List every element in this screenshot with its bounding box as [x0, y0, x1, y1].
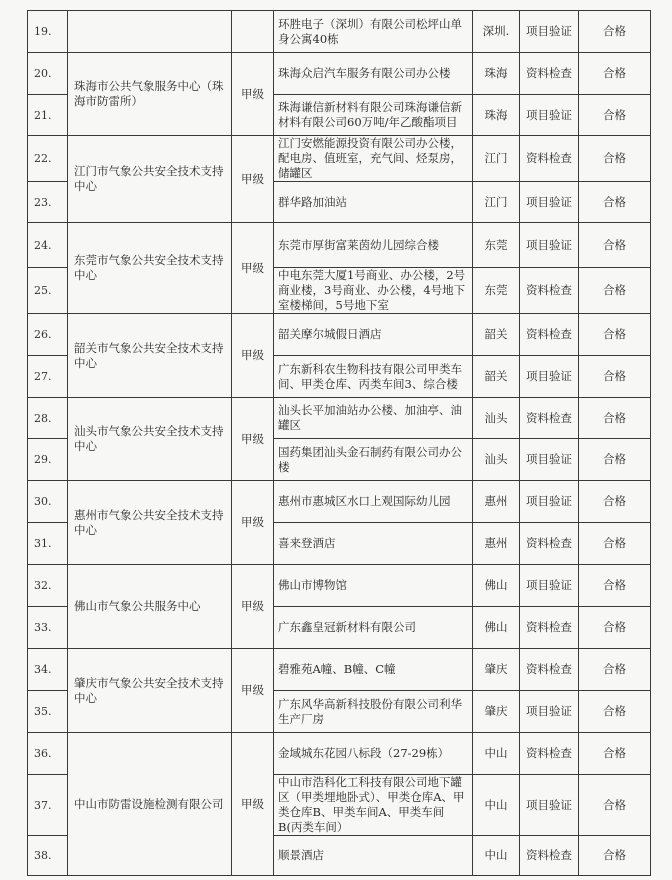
project-name: 江门安燃能源投资有限公司办公楼，配电房、值班室，充气间、烃泵房，储罐区	[274, 136, 473, 182]
table-row	[28, 223, 651, 268]
organization-name: 江门市气象公共安全技术支持中心	[68, 136, 232, 223]
inspection-type: 项目验证	[520, 356, 579, 398]
qualification-grade: 甲级	[232, 314, 274, 398]
inspection-result: 合格	[579, 649, 651, 691]
inspection-type: 资料检查	[520, 733, 579, 775]
inspection-result: 合格	[579, 223, 651, 268]
city: 汕头	[473, 439, 520, 481]
project-name: 广东新科农生物科技有限公司甲类车间、甲类仓库、丙类车间3、综合楼	[274, 356, 473, 398]
inspection-type: 资料检查	[520, 53, 579, 95]
city: 佛山	[473, 607, 520, 649]
inspection-type: 项目验证	[520, 95, 579, 136]
table-row	[28, 565, 651, 607]
table-row	[28, 314, 651, 356]
row-number: 37.	[28, 775, 68, 836]
inspection-result: 合格	[579, 523, 651, 565]
row-number: 23.	[28, 182, 68, 223]
inspection-result: 合格	[579, 182, 651, 223]
row-number: 26.	[28, 314, 68, 356]
project-name: 东莞市厚街富莱茵幼儿园综合楼	[274, 223, 473, 268]
inspection-type: 项目验证	[520, 775, 579, 836]
city: 中山	[473, 775, 520, 836]
inspection-result: 合格	[579, 136, 651, 182]
inspection-result: 合格	[579, 481, 651, 523]
inspection-result: 合格	[579, 314, 651, 356]
project-name: 群华路加油站	[274, 182, 473, 223]
row-number: 29.	[28, 439, 68, 481]
inspection-type: 项目验证	[520, 565, 579, 607]
city: 珠海	[473, 53, 520, 95]
inspection-type: 项目验证	[520, 481, 579, 523]
organization-name: 中山市防雷设施检测有限公司	[68, 733, 232, 876]
organization-name: 韶关市气象公共安全技术支持中心	[68, 314, 232, 398]
organization-name	[68, 11, 232, 53]
row-number: 28.	[28, 398, 68, 439]
table-row	[28, 733, 651, 775]
project-name: 中电东莞大厦1号商业、办公楼，2号商业楼，3号商业、办公楼，4号地下室楼梯间，5号地下室	[274, 268, 473, 314]
project-name: 珠海谦信新材料有限公司珠海谦信新材料有限公司60万吨/年乙酸酯项目	[274, 95, 473, 136]
table-row	[28, 481, 651, 523]
table-row	[28, 136, 651, 182]
project-name: 佛山市博物馆	[274, 565, 473, 607]
qualification-grade	[232, 11, 274, 53]
organization-name: 东莞市气象公共安全技术支持中心	[68, 223, 232, 314]
city: 肇庆	[473, 649, 520, 691]
row-number: 31.	[28, 523, 68, 565]
city: 深圳.	[473, 11, 520, 53]
city: 东莞	[473, 268, 520, 314]
row-number: 34.	[28, 649, 68, 691]
row-number: 22.	[28, 136, 68, 182]
city: 江门	[473, 182, 520, 223]
inspection-result: 合格	[579, 607, 651, 649]
inspection-result: 合格	[579, 775, 651, 836]
inspection-results-table	[27, 10, 651, 876]
inspection-type: 资料检查	[520, 268, 579, 314]
inspection-type: 项目验证	[520, 11, 579, 53]
row-number: 21.	[28, 95, 68, 136]
row-number: 33.	[28, 607, 68, 649]
project-name: 广东风华高新科技股份有限公司利华生产厂房	[274, 691, 473, 733]
city: 佛山	[473, 565, 520, 607]
qualification-grade: 甲级	[232, 481, 274, 565]
row-number: 35.	[28, 691, 68, 733]
qualification-grade: 甲级	[232, 136, 274, 223]
row-number: 30.	[28, 481, 68, 523]
inspection-result: 合格	[579, 11, 651, 53]
city: 汕头	[473, 398, 520, 439]
qualification-grade: 甲级	[232, 53, 274, 136]
city: 韶关	[473, 314, 520, 356]
project-name: 喜来登酒店	[274, 523, 473, 565]
city: 珠海	[473, 95, 520, 136]
organization-name: 珠海市公共气象服务中心（珠海市防雷所）	[68, 53, 232, 136]
inspection-type: 项目验证	[520, 223, 579, 268]
row-number: 24.	[28, 223, 68, 268]
organization-name: 肇庆市气象公共安全技术支持中心	[68, 649, 232, 733]
city: 中山	[473, 836, 520, 876]
inspection-type: 资料检查	[520, 836, 579, 876]
city: 惠州	[473, 481, 520, 523]
table-row	[28, 398, 651, 439]
project-name: 惠州市惠城区水口上观国际幼儿园	[274, 481, 473, 523]
inspection-result: 合格	[579, 733, 651, 775]
organization-name: 惠州市气象公共安全技术支持中心	[68, 481, 232, 565]
inspection-result: 合格	[579, 53, 651, 95]
inspection-type: 项目验证	[520, 439, 579, 481]
row-number: 27.	[28, 356, 68, 398]
table-row	[28, 649, 651, 691]
city: 韶关	[473, 356, 520, 398]
table-row	[28, 11, 651, 53]
project-name: 金域城东花园八标段（27-29栋）	[274, 733, 473, 775]
row-number: 19.	[28, 11, 68, 53]
city: 肇庆	[473, 691, 520, 733]
inspection-result: 合格	[579, 268, 651, 314]
inspection-result: 合格	[579, 691, 651, 733]
inspection-type: 资料检查	[520, 314, 579, 356]
table-row	[28, 53, 651, 95]
inspection-result: 合格	[579, 565, 651, 607]
city: 惠州	[473, 523, 520, 565]
qualification-grade: 甲级	[232, 223, 274, 314]
inspection-result: 合格	[579, 439, 651, 481]
row-number: 36.	[28, 733, 68, 775]
inspection-result: 合格	[579, 398, 651, 439]
project-name: 韶关摩尔城假日酒店	[274, 314, 473, 356]
organization-name: 佛山市气象公共服务中心	[68, 565, 232, 649]
project-name: 广东鑫皇冠新材料有限公司	[274, 607, 473, 649]
qualification-grade: 甲级	[232, 649, 274, 733]
inspection-result: 合格	[579, 836, 651, 876]
city: 东莞	[473, 223, 520, 268]
inspection-type: 资料检查	[520, 398, 579, 439]
project-name: 碧雅苑A幢、B幢、C幢	[274, 649, 473, 691]
row-number: 25.	[28, 268, 68, 314]
inspection-type: 资料检查	[520, 523, 579, 565]
row-number: 38.	[28, 836, 68, 876]
city: 中山	[473, 733, 520, 775]
qualification-grade: 甲级	[232, 398, 274, 481]
project-name: 顺景酒店	[274, 836, 473, 876]
qualification-grade: 甲级	[232, 565, 274, 649]
city: 江门	[473, 136, 520, 182]
inspection-type: 项目验证	[520, 182, 579, 223]
row-number: 32.	[28, 565, 68, 607]
inspection-result: 合格	[579, 356, 651, 398]
project-name: 汕头长平加油站办公楼、加油亭、油罐区	[274, 398, 473, 439]
inspection-result: 合格	[579, 95, 651, 136]
inspection-type: 资料检查	[520, 136, 579, 182]
inspection-type: 项目验证	[520, 691, 579, 733]
project-name: 中山市浩科化工科技有限公司地下罐区（甲类埋地卧式）、甲类仓库A、甲类仓库B、甲类车间A、甲类车间B(丙类车间）	[274, 775, 473, 836]
inspection-type: 资料检查	[520, 649, 579, 691]
table-body	[28, 11, 651, 876]
qualification-grade: 甲级	[232, 733, 274, 876]
row-number: 20.	[28, 53, 68, 95]
project-name: 环胜电子（深圳）有限公司松坪山单身公寓40栋	[274, 11, 473, 53]
inspection-type: 资料检查	[520, 607, 579, 649]
project-name: 国药集团汕头金石制药有限公司办公楼	[274, 439, 473, 481]
organization-name: 汕头市气象公共安全技术支持中心	[68, 398, 232, 481]
project-name: 珠海众启汽车服务有限公司办公楼	[274, 53, 473, 95]
